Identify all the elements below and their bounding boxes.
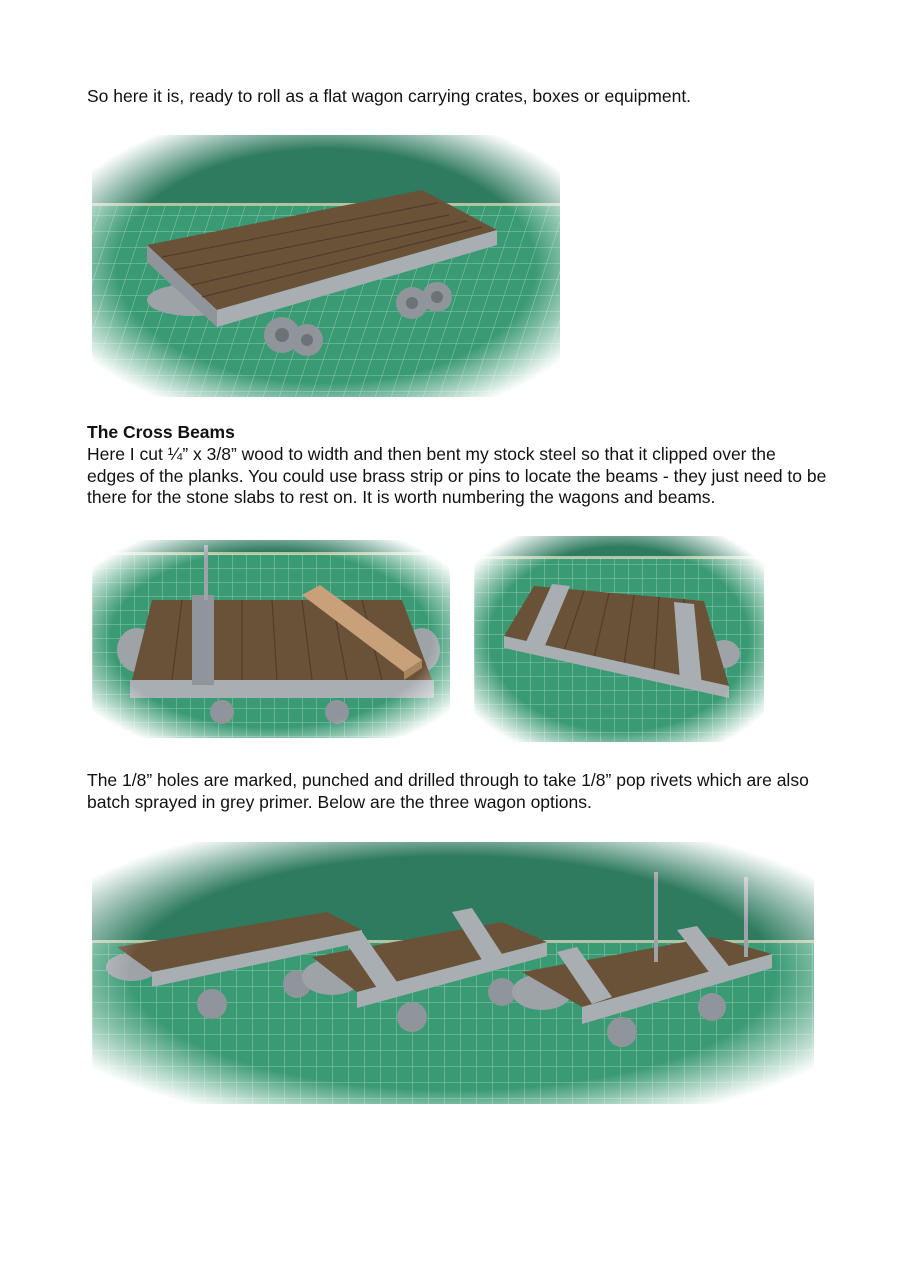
- three-wagon-options-photo: [92, 842, 814, 1104]
- rivets-paragraph: The 1/8” holes are marked, punched and drilled through to take 1/8” pop rivets which are also batch sprayed in grey primer. Below are the three wagon options.: [87, 770, 809, 812]
- intro-paragraph: So here it is, ready to roll as a flat wagon carrying crates, boxes or equipment.: [87, 86, 692, 106]
- section-title: The Cross Beams: [87, 422, 235, 442]
- cross-beams-paragraph: Here I cut ¼” x 3/8” wood to width and then bent my stock steel so that it clipped over the edges of the planks. You could use brass strip or pins to locate the beams - they just need to be there for the stone slabs to rest on. It is worth numbering the wagons and beams.: [87, 444, 827, 507]
- flat-wagon-photo: [92, 135, 560, 397]
- beam-fitting-photo: [92, 540, 450, 738]
- beams-fitted-photo: [474, 536, 764, 742]
